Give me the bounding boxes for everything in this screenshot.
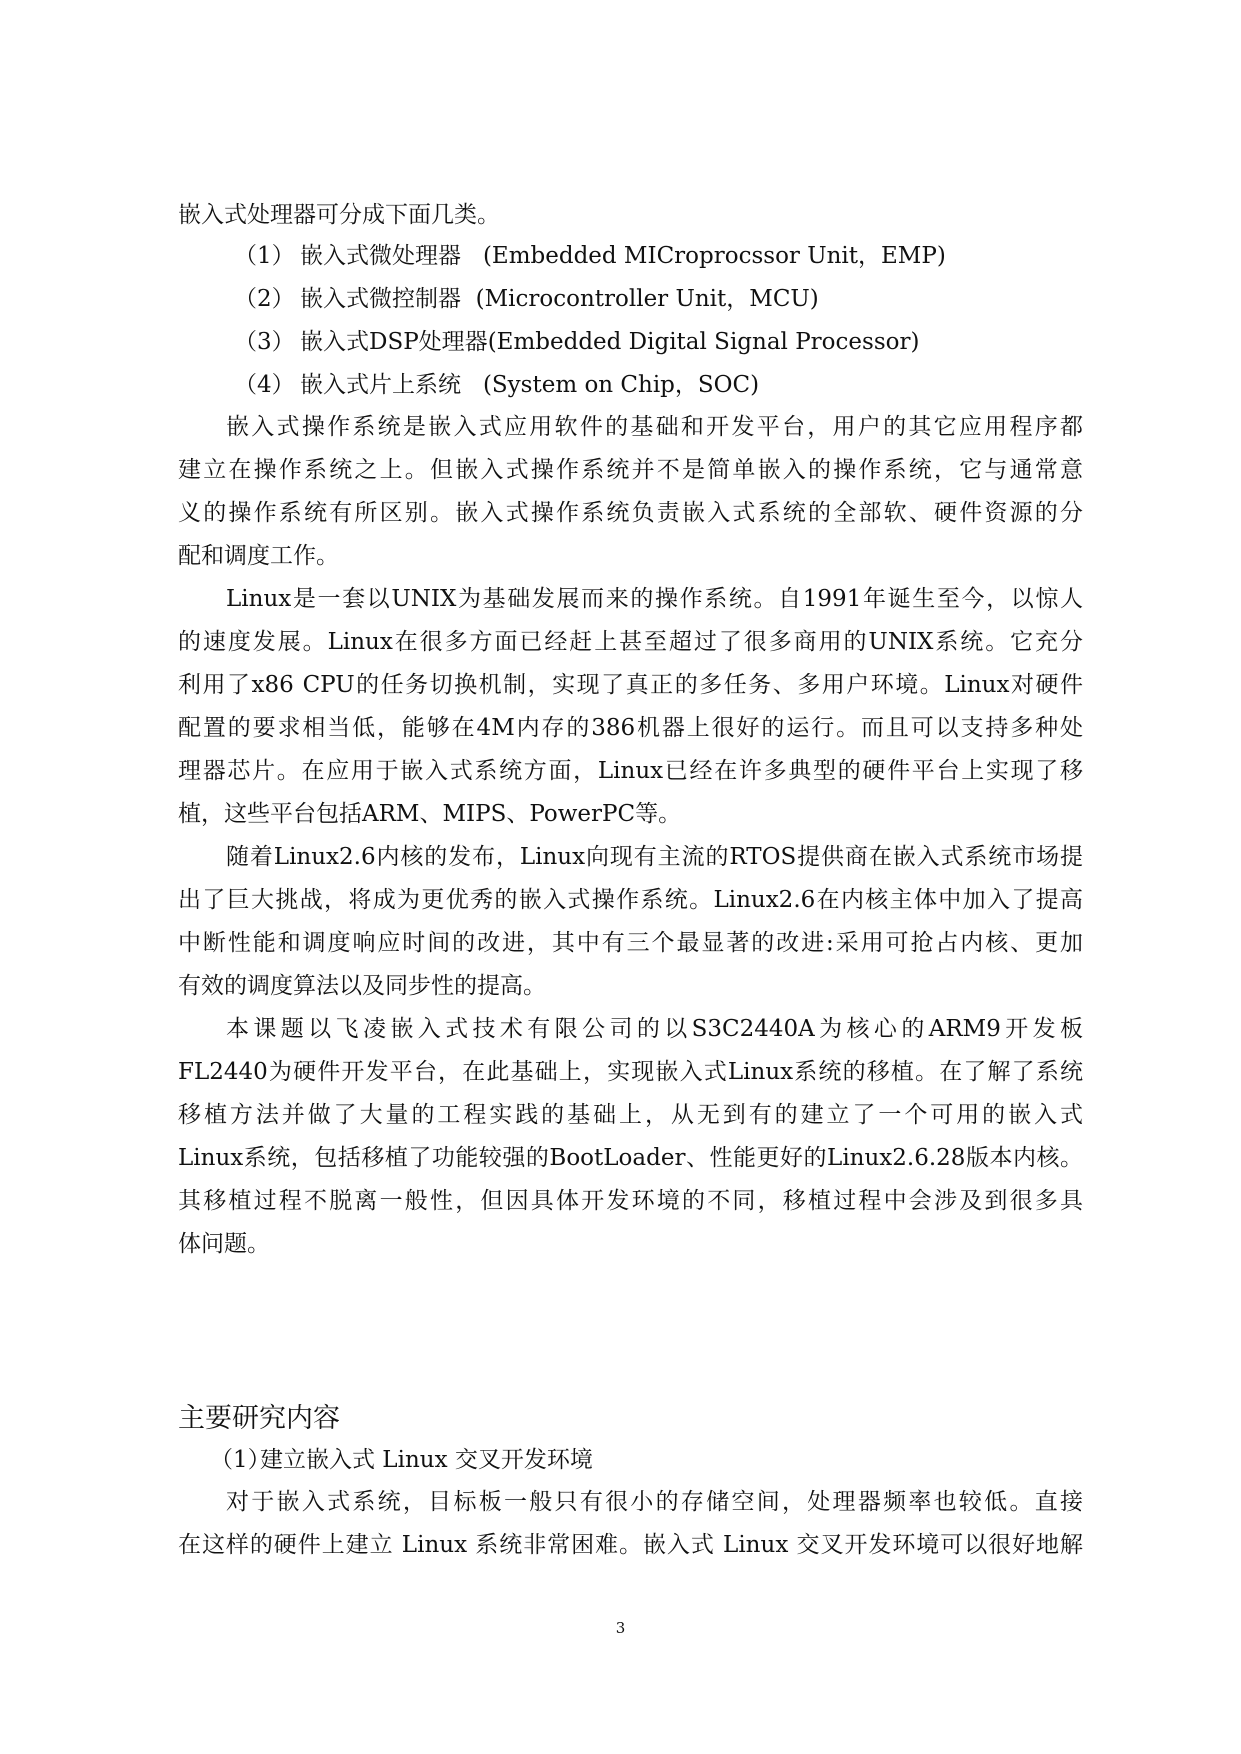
list-item-number: （3）	[234, 329, 295, 355]
paragraph-line: 利用了x86 CPU的任务切换机制，实现了真正的多任务、多用户环境。Linux对硬件	[178, 672, 1083, 698]
paragraph-line: 建立在操作系统之上。但嵌入式操作系统并不是简单嵌入的操作系统，它与通常意	[178, 457, 1083, 483]
subsection-item	[210, 1443, 1115, 1477]
paragraph-line: Linux是一套以UNIX为基础发展而来的操作系统。自1991年诞生至今，以惊人	[226, 586, 1083, 612]
list-item-desc: (Embedded Digital Signal Processor)	[487, 329, 920, 355]
list-item-number: （2）	[234, 286, 295, 312]
paragraph-line: 本课题以飞凌嵌入式技术有限公司的以S3C2440A为核心的ARM9开发板	[226, 1016, 1083, 1042]
paragraph-line: 义的操作系统有所区别。嵌入式操作系统负责嵌入式系统的全部软、硬件资源的分	[178, 500, 1083, 526]
list-item-desc: (Embedded MICroprocssor Unit，EMP)	[482, 243, 946, 269]
section-heading: 主要研究内容	[178, 1403, 340, 1434]
paragraph-line: 中断性能和调度响应时间的改进，其中有三个最显著的改进:采用可抢占内核、更加	[178, 930, 1083, 956]
paragraph-line: 有效的调度算法以及同步性的提高。	[178, 973, 546, 999]
list-item-1	[234, 239, 1139, 273]
list-item-desc: (System on Chip，SOC)	[482, 372, 760, 398]
paragraph-line: 体问题。	[178, 1231, 270, 1257]
list-item-name: 嵌入式DSP处理器	[300, 329, 488, 355]
list-item-name: 嵌入式微控制器	[300, 286, 461, 312]
list-item-4	[234, 368, 1139, 402]
paragraph-line: Linux系统，包括移植了功能较强的BootLoader、性能更好的Linux2.6.28版本内核。	[178, 1145, 1083, 1171]
list-item-number: （4）	[234, 372, 295, 398]
paragraph-line: 嵌入式操作系统是嵌入式应用软件的基础和开发平台，用户的其它应用程序都	[226, 414, 1083, 440]
paragraph-line: 出了巨大挑战，将成为更优秀的嵌入式操作系统。Linux2.6在内核主体中加入了提高	[178, 887, 1083, 913]
paragraph-line: FL2440为硬件开发平台，在此基础上，实现嵌入式Linux系统的移植。在了解了系统	[178, 1059, 1083, 1085]
paragraph-line: 植，这些平台包括ARM、MIPS、PowerPC等。	[178, 801, 682, 827]
list-item-number: （1）	[234, 243, 295, 269]
list-item-name: 嵌入式片上系统	[300, 372, 461, 398]
list-item-desc: (Microcontroller Unit，MCU)	[475, 286, 819, 312]
list-item-2	[234, 282, 1139, 316]
intro-line: 嵌入式处理器可分成下面几类。	[178, 202, 500, 228]
paragraph-line: 对于嵌入式系统，目标板一般只有很小的存储空间，处理器频率也较低。直接	[226, 1489, 1083, 1515]
list-item-name: 嵌入式微处理器	[300, 243, 461, 269]
subsection-text: 建立嵌入式 Linux 交叉开发环境	[260, 1447, 593, 1473]
paragraph-line: 配和调度工作。	[178, 543, 339, 569]
paragraph-line: 理器芯片。在应用于嵌入式系统方面，Linux已经在许多典型的硬件平台上实现了移	[178, 758, 1083, 784]
page-number: 3	[615, 1619, 626, 1637]
paragraph-line: 配置的要求相当低，能够在4M内存的386机器上很好的运行。而且可以支持多种处	[178, 715, 1083, 741]
paragraph-line: 在这样的硬件上建立 Linux 系统非常困难。嵌入式 Linux 交叉开发环境可以很好地解	[178, 1532, 1083, 1558]
paragraph-line: 移植方法并做了大量的工程实践的基础上，从无到有的建立了一个可用的嵌入式	[178, 1102, 1083, 1128]
list-item-3	[234, 325, 1139, 359]
paragraph-line: 其移植过程不脱离一般性，但因具体开发环境的不同，移植过程中会涉及到很多具	[178, 1188, 1083, 1214]
subsection-number: （1）	[210, 1447, 271, 1473]
paragraph-line: 的速度发展。Linux在很多方面已经赶上甚至超过了很多商用的UNIX系统。它充分	[178, 629, 1083, 655]
paragraph-line: 随着Linux2.6内核的发布，Linux向现有主流的RTOS提供商在嵌入式系统市场提	[226, 844, 1083, 870]
